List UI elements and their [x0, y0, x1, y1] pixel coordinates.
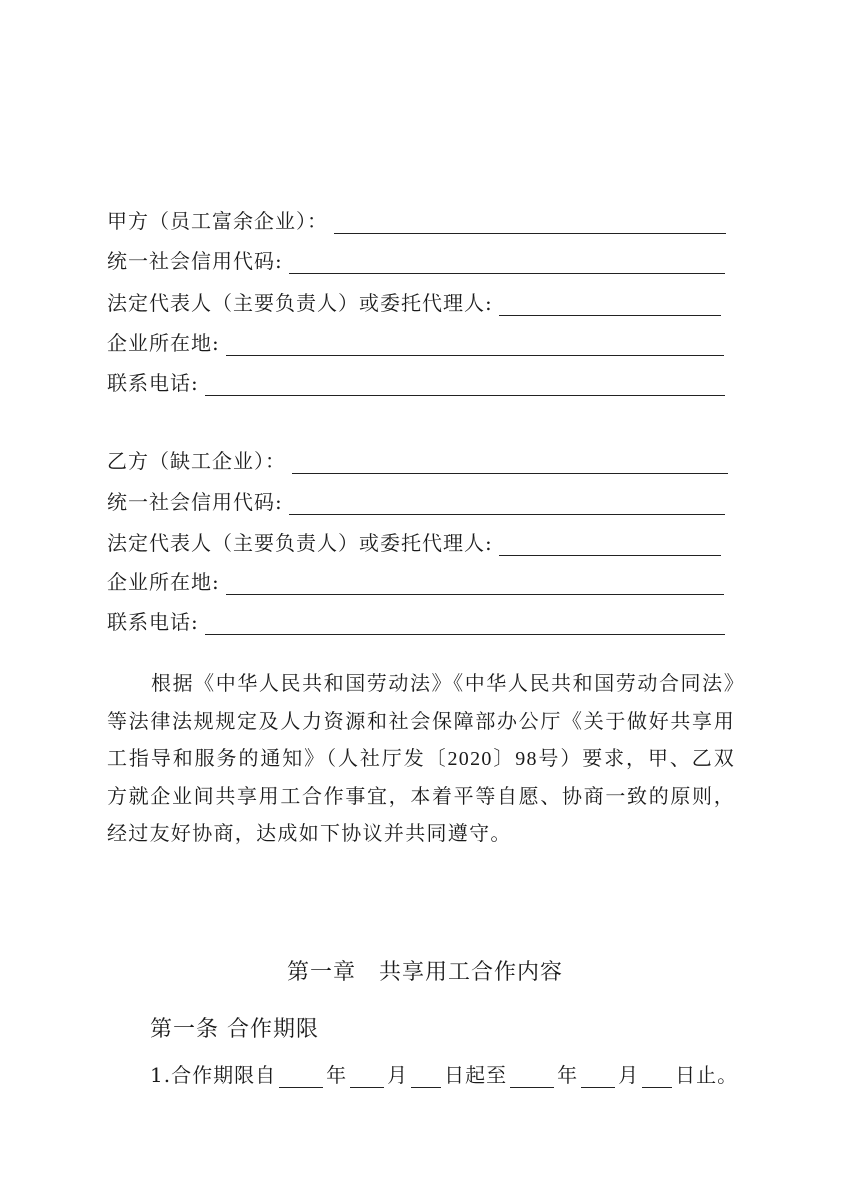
party-b-name-row	[107, 440, 728, 474]
party-b-credit-code-label: 统一社会信用代码:	[107, 490, 283, 514]
party-b-phone-blank[interactable]	[205, 608, 725, 635]
party-b-credit-code-row	[107, 481, 725, 515]
article-title: 第一条 合作期限	[150, 1017, 319, 1042]
party-a-phone-row	[107, 362, 725, 396]
end-month-blank[interactable]	[581, 1063, 615, 1088]
party-a-phone-label: 联系电话:	[107, 371, 199, 395]
party-b-name-blank[interactable]	[292, 447, 728, 474]
party-a-representative-row	[107, 282, 721, 316]
party-a-name-label: 甲方（员工富余企业）：	[107, 209, 328, 233]
start-year-blank[interactable]	[279, 1063, 323, 1088]
start-month-blank[interactable]	[350, 1063, 384, 1088]
chapter-title: 第一章 共享用工合作内容	[286, 960, 563, 985]
party-a-name-row	[107, 200, 726, 234]
party-b-name-label: 乙方（缺工企业）：	[107, 449, 286, 473]
party-a-credit-code-blank[interactable]	[289, 247, 725, 274]
party-a-address-blank[interactable]	[226, 329, 724, 356]
party-a-name-blank[interactable]	[334, 207, 726, 234]
term-prefix: 1.合作期限自	[150, 1063, 277, 1087]
term-clause	[150, 1054, 738, 1088]
preamble-paragraph: 根据《中华人民共和国劳动法》《中华人民共和国劳动合同法》等法律法规规定及人力资源和社会保障部办公厅《关于做好共享用工指导和服务的通知》（人社厅发〔2020〕98号）要求，甲、乙双方就企业间共享用工合作事宜，本着平等自愿、协商一致的原则，经过友好协商，达成如下协议并共同遵守。	[107, 673, 735, 845]
party-b-representative-label: 法定代表人（主要负责人）或委托代理人:	[107, 531, 493, 555]
party-b-representative-blank[interactable]	[499, 529, 721, 556]
party-a-address-label: 企业所在地:	[107, 331, 220, 355]
party-a-credit-code-row	[107, 240, 725, 274]
party-b-address-label: 企业所在地:	[107, 570, 220, 594]
party-b-phone-row	[107, 601, 725, 635]
term-month2-label: 月	[618, 1063, 640, 1087]
party-a-credit-code-label: 统一社会信用代码:	[107, 249, 283, 273]
term-year-label: 年	[326, 1063, 348, 1087]
term-year2-label: 年	[557, 1063, 579, 1087]
party-a-phone-blank[interactable]	[205, 369, 725, 396]
party-b-representative-row	[107, 522, 721, 556]
term-day-from-label: 日起至	[444, 1063, 508, 1087]
party-a-address-row	[107, 322, 724, 356]
term-month-label: 月	[387, 1063, 409, 1087]
end-day-blank[interactable]	[642, 1063, 672, 1088]
party-b-phone-label: 联系电话:	[107, 610, 199, 634]
party-b-credit-code-blank[interactable]	[289, 488, 725, 515]
term-day-to-label: 日止。	[675, 1063, 739, 1087]
start-day-blank[interactable]	[411, 1063, 441, 1088]
party-b-address-row	[107, 561, 724, 595]
party-a-representative-label: 法定代表人（主要负责人）或委托代理人:	[107, 291, 493, 315]
party-b-address-blank[interactable]	[226, 568, 724, 595]
party-a-representative-blank[interactable]	[499, 289, 721, 316]
end-year-blank[interactable]	[510, 1063, 554, 1088]
